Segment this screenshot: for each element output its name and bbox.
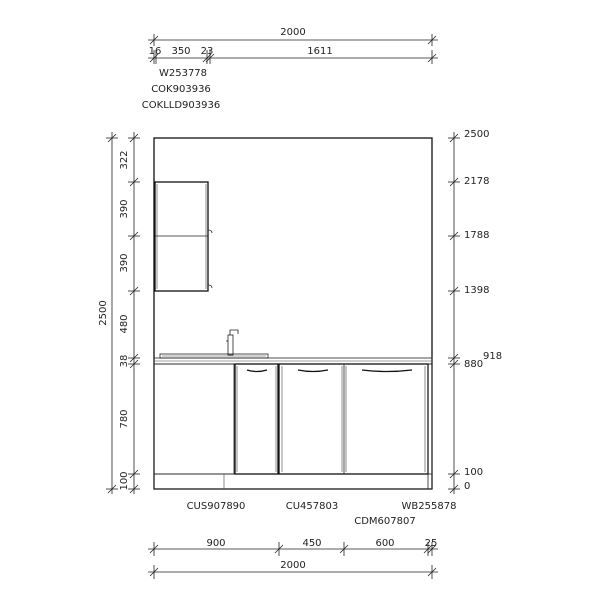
base-unit-code: CU457803 [285, 501, 339, 512]
wall-unit-code: W253778 [158, 68, 208, 79]
sink [160, 354, 268, 358]
wall-cabinet [155, 182, 212, 291]
top-dimension-segment: 350 [171, 46, 191, 57]
level-label: 1788 [464, 230, 490, 241]
wall-outline [154, 138, 432, 489]
base-unit-code: CDM607807 [354, 516, 416, 527]
bottom-dimension-segment: 900 [206, 538, 226, 549]
level-label: 880 [464, 359, 484, 370]
bottom-dimension-segment: 450 [302, 538, 322, 549]
top-dimension-lines [148, 34, 438, 64]
left-dimension-segment: 390 [119, 199, 130, 219]
base-cabinet-left [154, 364, 234, 474]
drawer-handle-icon [247, 370, 267, 372]
left-total-dimension: 2500 [98, 300, 109, 326]
base-cabinet-450 [235, 364, 278, 474]
left-dimension-segment: 322 [119, 150, 130, 170]
level-label: 1398 [464, 285, 490, 296]
level-label: 0 [464, 481, 471, 492]
level-label: 100 [464, 467, 484, 478]
base-cabinets [154, 364, 432, 489]
left-dimension-segment: 780 [119, 409, 130, 429]
left-dimension-segment: 38 [119, 354, 130, 368]
top-total-dimension: 2000 [280, 27, 306, 38]
level-label: 918 [483, 351, 503, 362]
top-dimension-segment: 1611 [307, 46, 333, 57]
right-level-lines [448, 132, 460, 494]
top-dimension-segment: 16 [148, 46, 162, 57]
bottom-dimension-segment: 600 [375, 538, 395, 549]
faucet-icon [226, 330, 238, 355]
wall-cabinet-body [155, 182, 208, 291]
drawer-handle-icon [362, 370, 412, 372]
top-dimension-segment: 23 [200, 46, 214, 57]
base-unit-code: WB255878 [401, 501, 457, 512]
bottom-dimension-segment: 25 [424, 538, 438, 549]
bottom-total-dimension: 2000 [280, 560, 306, 571]
level-label: 2178 [464, 176, 490, 187]
left-dimension-segment: 390 [119, 253, 130, 273]
base-cabinet-right [279, 364, 428, 474]
left-dimension-lines [106, 132, 140, 494]
drawer-handle-icon [298, 370, 328, 372]
left-dimension-segment: 480 [119, 314, 130, 334]
left-dimension-segment: 100 [119, 471, 130, 491]
base-unit-code: CUS907890 [186, 501, 246, 512]
wall-unit-code: COK903936 [151, 84, 211, 95]
wall-unit-code: COKLLD903936 [141, 100, 221, 111]
level-label: 2500 [464, 129, 490, 140]
worktop [154, 358, 432, 364]
